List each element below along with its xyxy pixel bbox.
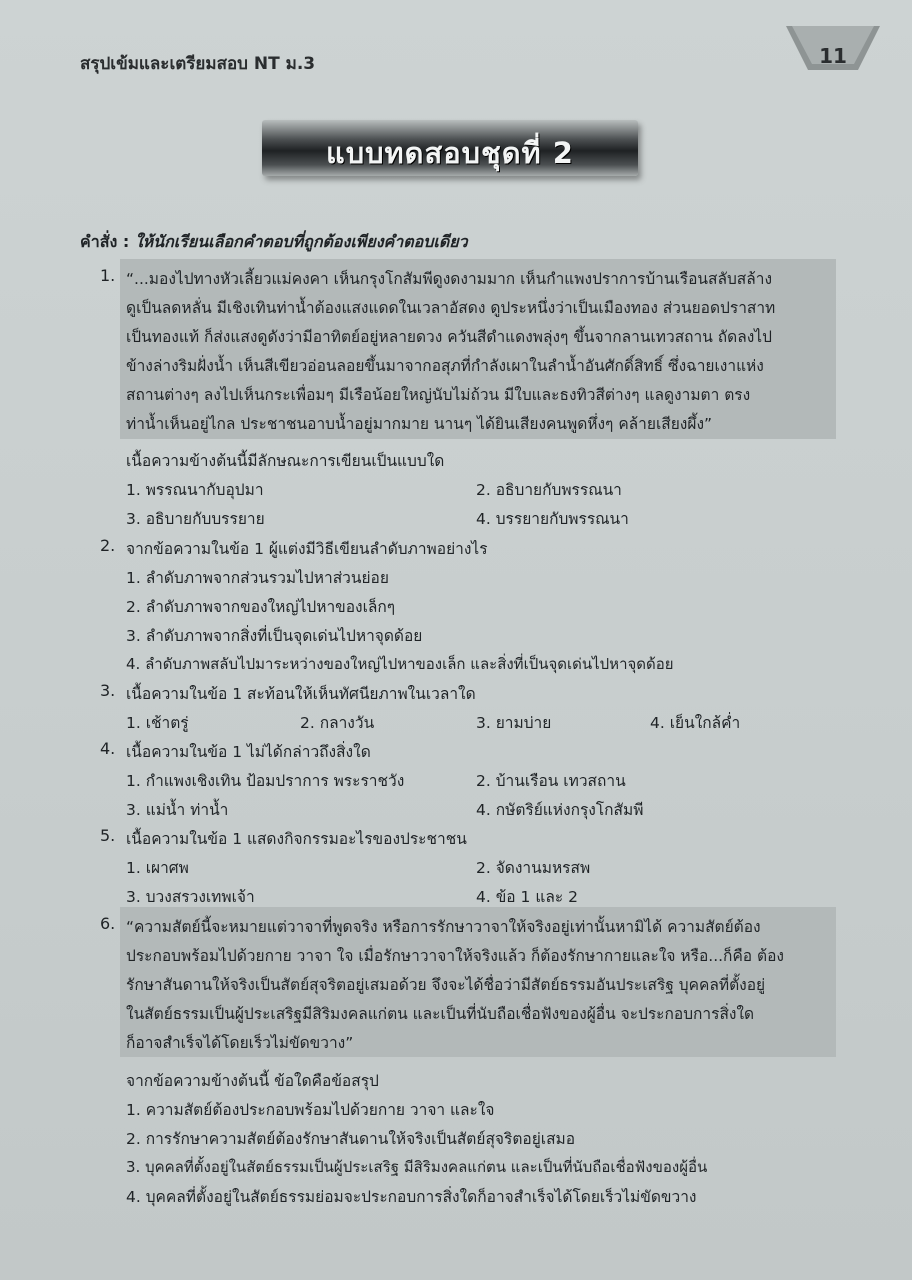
question-3-option-1[interactable]: 1. เช้าตรู่ [126, 714, 189, 732]
page-number-tab [786, 26, 880, 70]
question-6-option-3[interactable]: 3. บุคคลที่ตั้งอยู่ในสัตย์ธรรมเป็นผู้ประเสริฐ มีสิริมงคลแก่ตน และเป็นที่นับถือเชื่อฟังของผู้อื่น [126, 1158, 708, 1176]
question-5-option-1[interactable]: 1. เผาศพ [126, 859, 189, 877]
passage-2-line: รักษาสันดานให้จริงเป็นสัตย์สุจริตอยู่เสมอด้วย จึงจะได้ชื่อว่ามีสัตย์ธรรมอันประเสริฐ บุคคลที่ตั้งอยู่ [126, 976, 766, 994]
instruction-text: ให้นักเรียนเลือกคำตอบที่ถูกต้องเพียงคำตอบเดียว [134, 232, 468, 251]
question-5-stem: เนื้อความในข้อ 1 แสดงกิจกรรมอะไรของประชาชน [126, 830, 467, 848]
question-6-option-1[interactable]: 1. ความสัตย์ต้องประกอบพร้อมไปด้วยกาย วาจา และใจ [126, 1101, 495, 1119]
question-3-option-4[interactable]: 4. เย็นใกล้ค่ำ [650, 714, 741, 732]
question-1-stem: เนื้อความข้างต้นนี้มีลักษณะการเขียนเป็นแบบใด [126, 452, 445, 470]
question-3-stem: เนื้อความในข้อ 1 สะท้อนให้เห็นทัศนียภาพในเวลาใด [126, 685, 476, 703]
book-title: สรุปเข้มและเตรียมสอบ NT ม.3 [80, 54, 316, 74]
question-5-option-3[interactable]: 3. บวงสรวงเทพเจ้า [126, 888, 255, 906]
question-1-option-1[interactable]: 1. พรรณนากับอุปมา [126, 481, 264, 499]
question-4-stem: เนื้อความในข้อ 1 ไม่ได้กล่าวถึงสิ่งใด [126, 743, 371, 761]
question-4-option-4[interactable]: 4. กษัตริย์แห่งกรุงโกสัมพี [476, 801, 644, 819]
passage-2-line: ก็อาจสำเร็จได้โดยเร็วไม่ขัดขวาง” [126, 1034, 354, 1052]
question-1-option-3[interactable]: 3. อธิบายกับบรรยาย [126, 510, 265, 528]
question-5-number: 5. [100, 826, 116, 845]
question-5-option-2[interactable]: 2. จัดงานมหรสพ [476, 859, 591, 877]
question-2-option-2[interactable]: 2. ลำดับภาพจากของใหญ่ไปหาของเล็กๆ [126, 598, 396, 616]
question-2-stem: จากข้อความในข้อ 1 ผู้แต่งมีวิธีเขียนลำดับภาพอย่างไร [126, 540, 488, 558]
passage-2-line: ในสัตย์ธรรมเป็นผู้ประเสริฐมีสิริมงคลแก่ตน และเป็นที่นับถือเชื่อฟังของผู้อื่น จะประกอบการสิ่งใด [126, 1005, 755, 1023]
question-1-number: 1. [100, 266, 116, 285]
passage-1-line: ข้างล่างริมฝั่งน้ำ เห็นสีเขียวอ่อนลอยขึ้นมาจากอสุภที่กำลังเผาในลำน้ำอันศักดิ์สิทธิ์ ซึ่งฉายเงาแห่ง [126, 357, 764, 375]
question-3-option-3[interactable]: 3. ยามบ่าย [476, 714, 552, 732]
question-5-option-4[interactable]: 4. ข้อ 1 และ 2 [476, 888, 578, 906]
instruction [80, 230, 468, 255]
passage-2-line: ประกอบพร้อมไปด้วยกาย วาจา ใจ เมื่อรักษาวาจาให้จริงแล้ว ก็ต้องรักษากายและใจ หรือ...ก็คือ ต้อง [126, 947, 784, 965]
question-2-number: 2. [100, 536, 116, 555]
passage-2-line: “ความสัตย์นี้จะหมายแต่วาจาที่พูดจริง หรือการรักษาวาจาให้จริงอยู่เท่านั้นหามิได้ ความสัตย์ต้อง [126, 918, 761, 936]
page-number: 11 [819, 44, 847, 68]
section-title: แบบทดสอบชุดที่ 2 [326, 136, 574, 170]
question-4-option-2[interactable]: 2. บ้านเรือน เทวสถาน [476, 772, 626, 790]
instruction-label: คำสั่ง : [80, 232, 130, 251]
question-4-option-3[interactable]: 3. แม่น้ำ ท่าน้ำ [126, 801, 229, 819]
question-1-option-2[interactable]: 2. อธิบายกับพรรณนา [476, 481, 622, 499]
question-2-option-4[interactable]: 4. ลำดับภาพสลับไปมาระหว่างของใหญ่ไปหาของเล็ก และสิ่งที่เป็นจุดเด่นไปหาจุดด้อย [126, 655, 674, 673]
passage-1-line: ท่าน้ำเห็นอยู่ไกล ประชาชนอาบน้ำอยู่มากมาย นานๆ ได้ยินเสียงคนพูดหึ่งๆ คล้ายเสียงผึ้ง” [126, 415, 713, 433]
question-3-option-2[interactable]: 2. กลางวัน [300, 714, 375, 732]
question-6-stem: จากข้อความข้างต้นนี้ ข้อใดคือข้อสรุป [126, 1072, 379, 1090]
passage-1-line: ดูเป็นลดหลั่น มีเชิงเทินท่าน้ำต้องแสงแดดในเวลาอัสดง ดูประหนึ่งว่าเป็นเมืองทอง ส่วนยอดปราสาท [126, 299, 776, 317]
question-3-number: 3. [100, 681, 116, 700]
question-6-option-2[interactable]: 2. การรักษาความสัตย์ต้องรักษาสันดานให้จริงเป็นสัตย์สุจริตอยู่เสมอ [126, 1130, 576, 1148]
question-1-option-4[interactable]: 4. บรรยายกับพรรณนา [476, 510, 629, 528]
question-2-option-1[interactable]: 1. ลำดับภาพจากส่วนรวมไปหาส่วนย่อย [126, 569, 389, 587]
passage-1-line: เป็นทองแท้ ก็ส่งแสงดูดังว่ามีอาทิตย์อยู่หลายดวง ควันสีดำแดงพลุ่งๆ ขึ้นจากลานเทวสถาน ถัดลงไป [126, 328, 772, 346]
question-4-number: 4. [100, 739, 116, 758]
question-2-option-3[interactable]: 3. ลำดับภาพจากสิ่งที่เป็นจุดเด่นไปหาจุดด้อย [126, 627, 423, 645]
section-title-banner [262, 120, 638, 176]
question-6-number: 6. [100, 914, 116, 933]
passage-1-line: สถานต่างๆ ลงไปเห็นกระเพื่อมๆ มีเรือน้อยใหญ่นับไม่ถ้วน มีใบและธงทิวสีต่างๆ แลดูงามตา ตรง [126, 386, 751, 404]
question-4-option-1[interactable]: 1. กำแพงเชิงเทิน ป้อมปราการ พระราชวัง [126, 772, 405, 790]
question-6-option-4[interactable]: 4. บุคคลที่ตั้งอยู่ในสัตย์ธรรมย่อมจะประกอบการสิ่งใดก็อาจสำเร็จได้โดยเร็วไม่ขัดขวาง [126, 1188, 697, 1206]
passage-1-line: “...มองไปทางหัวเลี้ยวแม่คงคา เห็นกรุงโกสัมพีดูงดงามมาก เห็นกำแพงปราการบ้านเรือนสลับสล้าง [126, 270, 773, 288]
